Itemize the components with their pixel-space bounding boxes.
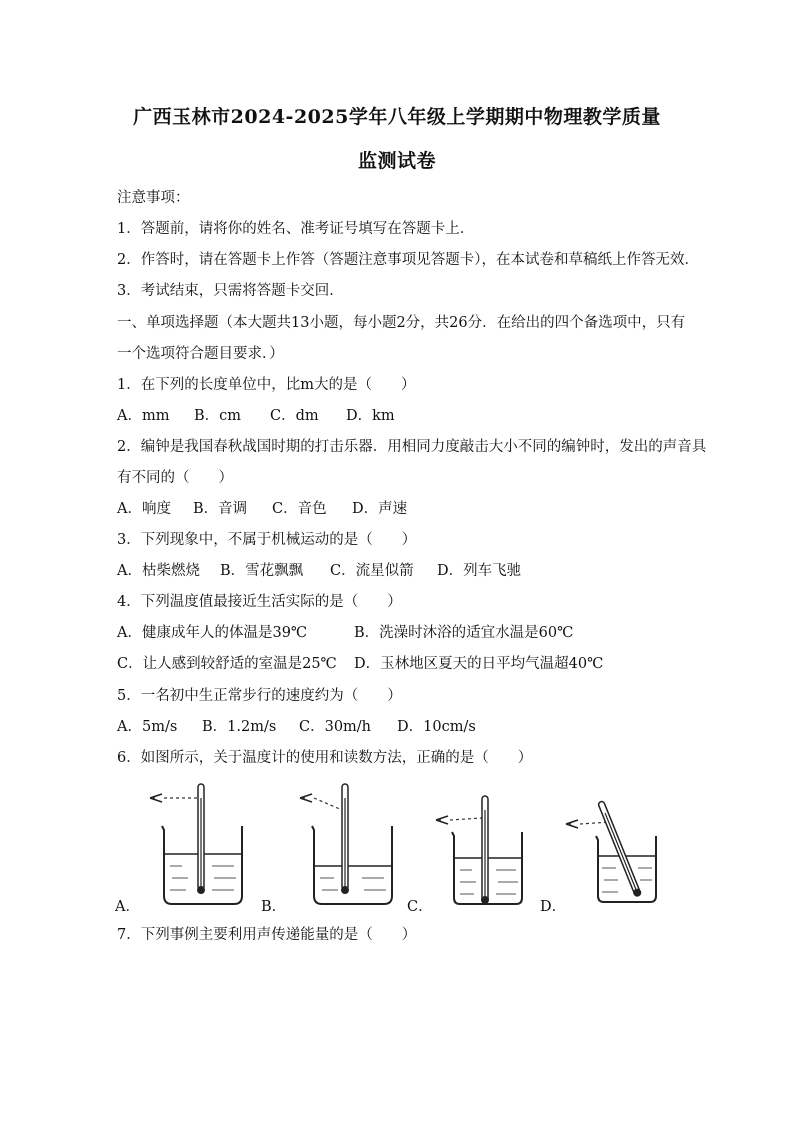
q2-option-b: B．音调 bbox=[193, 501, 248, 517]
q2-option-c: C．音色 bbox=[272, 501, 327, 517]
thermometer-figure-c bbox=[432, 794, 532, 910]
q5-option-a: A．5m/s bbox=[117, 719, 178, 735]
figure-b-label: B． bbox=[261, 899, 287, 915]
question-7-stem: 7．下列事例主要利用声传递能量的是（ ） bbox=[117, 927, 417, 943]
q3-option-c: C．流星似箭 bbox=[330, 563, 414, 579]
figure-a-label: A． bbox=[115, 899, 140, 915]
thermometer-figure-b bbox=[292, 778, 410, 910]
q2-option-a: A．响度 bbox=[117, 501, 171, 517]
q1-option-b: B．cm bbox=[194, 408, 242, 424]
page-title-line2: 监测试卷 bbox=[357, 150, 436, 172]
page-title: 广西玉林市2024-2025学年八年级上学期期中物理教学质量 bbox=[133, 106, 661, 128]
q5-option-b: B．1.2m/s bbox=[202, 719, 277, 735]
notice-item-1: 1．答题前，请将你的姓名、准考证号填写在答题卡上． bbox=[117, 221, 475, 237]
q4-option-c: C．让人感到较舒适的室温是25℃ bbox=[117, 656, 337, 672]
q2-option-d: D．声速 bbox=[352, 501, 408, 517]
question-1-stem: 1．在下列的长度单位中，比m大的是（ ） bbox=[117, 377, 416, 393]
notice-heading: 注意事项： bbox=[117, 190, 190, 206]
eye-icon bbox=[300, 794, 312, 802]
q4-option-b: B．洗澡时沐浴的适宜水温是60℃ bbox=[354, 625, 574, 641]
notice-item-2: 2．作答时，请在答题卡上作答（答题注意事项见答题卡），在本试卷和草稿纸上作答无效． bbox=[117, 252, 699, 268]
question-5-stem: 5．一名初中生正常步行的速度约为（ ） bbox=[117, 688, 402, 704]
question-4-stem: 4．下列温度值最接近生活实际的是（ ） bbox=[117, 594, 402, 610]
q1-option-c: C．dm bbox=[270, 408, 319, 424]
section-heading-line2: 一个选项符合题目要求．） bbox=[117, 346, 284, 362]
notice-item-3: 3．考试结束，只需将答题卡交回． bbox=[117, 283, 344, 299]
figure-d-label: D． bbox=[540, 899, 567, 915]
eye-icon bbox=[566, 820, 578, 828]
q3-option-a: A．枯柴燃烧 bbox=[117, 563, 200, 579]
q3-option-d: D．列车飞驰 bbox=[437, 563, 522, 579]
q3-option-b: B．雪花飘飘 bbox=[220, 563, 304, 579]
question-6-stem: 6．如图所示，关于温度计的使用和读数方法，正确的是（ ） bbox=[117, 750, 533, 766]
question-3-stem: 3．下列现象中，不属于机械运动的是（ ） bbox=[117, 532, 417, 548]
q1-option-a: A．mm bbox=[117, 408, 170, 424]
q5-option-d: D．10cm/s bbox=[397, 719, 476, 735]
question-2-stem: 2．编钟是我国春秋战国时期的打击乐器．用相同力度敲击大小不同的编钟时，发出的声音具 bbox=[117, 439, 707, 455]
q5-option-c: C．30m/h bbox=[299, 719, 372, 735]
question-2-stem-line2: 有不同的（ ） bbox=[117, 470, 233, 486]
thermometer-figure-d bbox=[562, 796, 662, 910]
section-heading: 一、单项选择题（本大题共13小题，每小题2分，共26分．在给出的四个备选项中，只有 bbox=[117, 315, 686, 331]
eye-icon bbox=[436, 816, 448, 824]
figure-c-label: C． bbox=[407, 899, 433, 915]
q4-option-d: D．玉林地区夏天的日平均气温超40℃ bbox=[354, 656, 604, 672]
q4-option-a: A．健康成年人的体温是39℃ bbox=[117, 625, 308, 641]
thermometer-figure-a bbox=[142, 778, 260, 910]
eye-icon bbox=[150, 794, 162, 802]
q1-option-d: D．km bbox=[346, 408, 395, 424]
